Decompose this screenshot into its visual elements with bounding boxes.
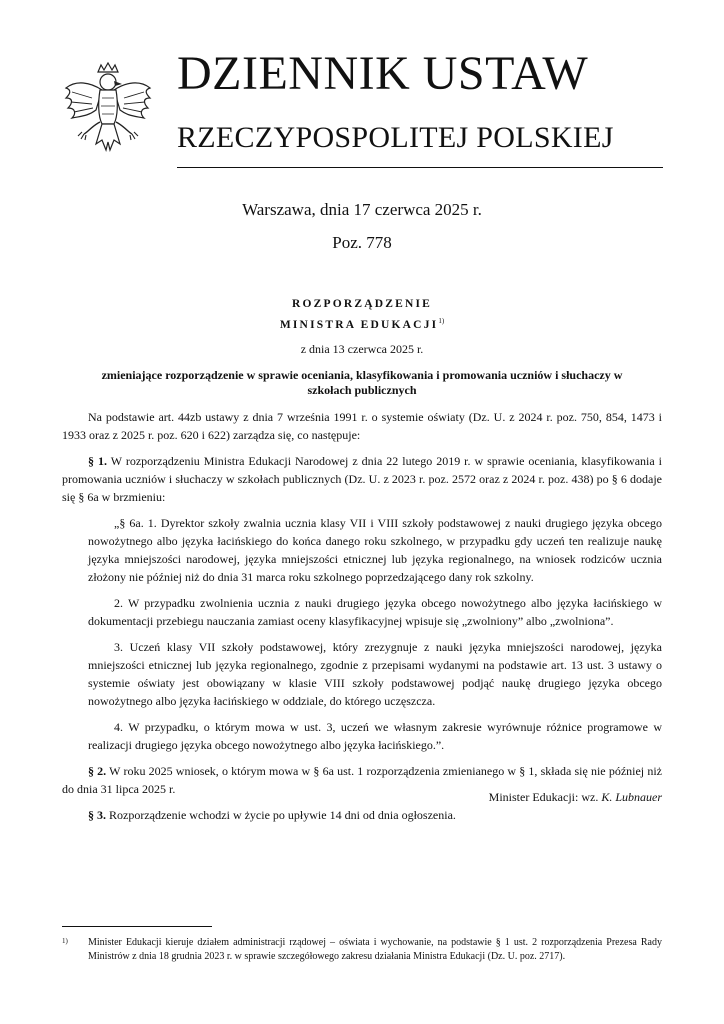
footnote-divider (62, 926, 212, 927)
act-date: z dnia 13 czerwca 2025 r. (300, 342, 424, 356)
signature-block (489, 790, 662, 805)
issuer-name: MINISTRA EDUKACJI (279, 318, 439, 331)
quote-paragraph-4: 4. W przypadku, o którym mowa w ust. 3, uczeń we własnym zakresie wyrównuje różnice programowe w realizacji drugiego języka obcego nowożytnego albo języka łacińskiego.”. (88, 720, 662, 752)
quote-paragraph-3: 3. Uczeń klasy VII szkoły podstawowej, który zrezygnuje z nauki języka mniejszości narodowej, języka mniejszości etnicznej lub języka regionalnego, zgodnie z przepisami wydanymi na podstawie art. 13 ust. 3 ustawy o systemie oświaty jest obowiązany w klasie VIII szkoły podstawowej podjąć naukę drugiego języka obcego nowożytnego albo języka łacińskiego w oddziale, do którego uczęszcza. (88, 640, 662, 708)
section-1-text: W rozporządzeniu Ministra Edukacji Narodowej z dnia 22 lutego 2019 r. w sprawie oceniania, klasyfikowania i promowania uczniów i słuchaczy w szkołach publicznych (Dz. U. z 2023 r. poz. 2572 oraz z 2024 r. poz. 438) po § 6 dodaje się § 6a w brzmieniu: (62, 454, 662, 504)
act-type: ROZPORZĄDZENIE (291, 298, 433, 310)
section-2-text: W roku 2025 wniosek, o którym mowa w § 6a ust. 1 rozporządzenia zmienianego w § 1, składa się nie później niż do dnia 31 lipca 2025 r. (62, 764, 662, 796)
journal-title: DZIENNIK USTAW (177, 47, 589, 100)
quote-paragraph-2: 2. W przypadku zwolnienia ucznia z nauki drugiego języka obcego nowożytnego albo języka łacińskiego w dokumentacji przebiegu nauczania zamiast oceny klasyfikacyjnej wpisuje się „zwolniony” albo „zwolniona”. (88, 596, 662, 628)
section-1 (62, 452, 662, 506)
section-3-text: Rozporządzenie wchodzi w życie po upływie 14 dni od dnia ogłoszenia. (109, 808, 456, 822)
section-3-mark: § 3. (88, 808, 106, 822)
footnote (62, 936, 662, 964)
footnote-mark: 1) (62, 937, 68, 945)
footnote-reference[interactable]: 1) (438, 317, 445, 325)
publication-date: Warszawa, dnia 17 czerwca 2025 r. (242, 200, 482, 219)
section-3 (62, 806, 662, 824)
position-number: Poz. 778 (332, 233, 392, 252)
header-divider (177, 167, 663, 168)
section-1-mark: § 1. (88, 454, 107, 468)
signature-role: Minister Edukacji: wz. (488, 790, 599, 804)
quote-paragraph-1: „§ 6a. 1. Dyrektor szkoły zwalnia ucznia klasy VII i VIII szkoły podstawowej z nauki drugiego języka obcego nowożytnego albo języka łacińskiego do końca danego roku szkolnego, w przypadku gdy uczeń ten realizuje naukę języka mniejszości narodowej, języka mniejszości etnicznej lub języka regionalnego, na wniosek rodziców ucznia złożony nie później niż do dnia 31 marca roku szkolnego poprzedzającego dany rok szkolny. (88, 516, 662, 584)
act-subject: zmieniające rozporządzenie w sprawie oceniania, klasyfikowania i promowania uczniów i słuchaczy w szkołach publicznych (101, 368, 623, 397)
section-2-mark: § 2. (88, 764, 107, 778)
act-body (62, 408, 662, 832)
footnote-text: Minister Edukacji kieruje działem administracji rządowej – oświata i wychowanie, na podstawie § 1 ust. 2 rozporządzenia Prezesa Rady Ministrów z dnia 18 grudnia 2023 r. w sprawie szczegółowego zakresu działania Ministra Edukacji (Dz. U. poz. 2717). (88, 937, 662, 962)
polish-eagle-emblem-icon (62, 62, 154, 162)
preamble: Na podstawie art. 44zb ustawy z dnia 7 września 1991 r. o systemie oświaty (Dz. U. z 2024 r. poz. 750, 854, 1473 i 1933 oraz z 2025 r. poz. 620 i 622) zarządza się, co następuje: (62, 410, 662, 442)
signatory-name: K. Lubnauer (601, 790, 662, 804)
act-issuer (0, 317, 724, 331)
journal-subtitle: RZECZYPOSPOLITEJ POLSKIEJ (177, 121, 614, 154)
